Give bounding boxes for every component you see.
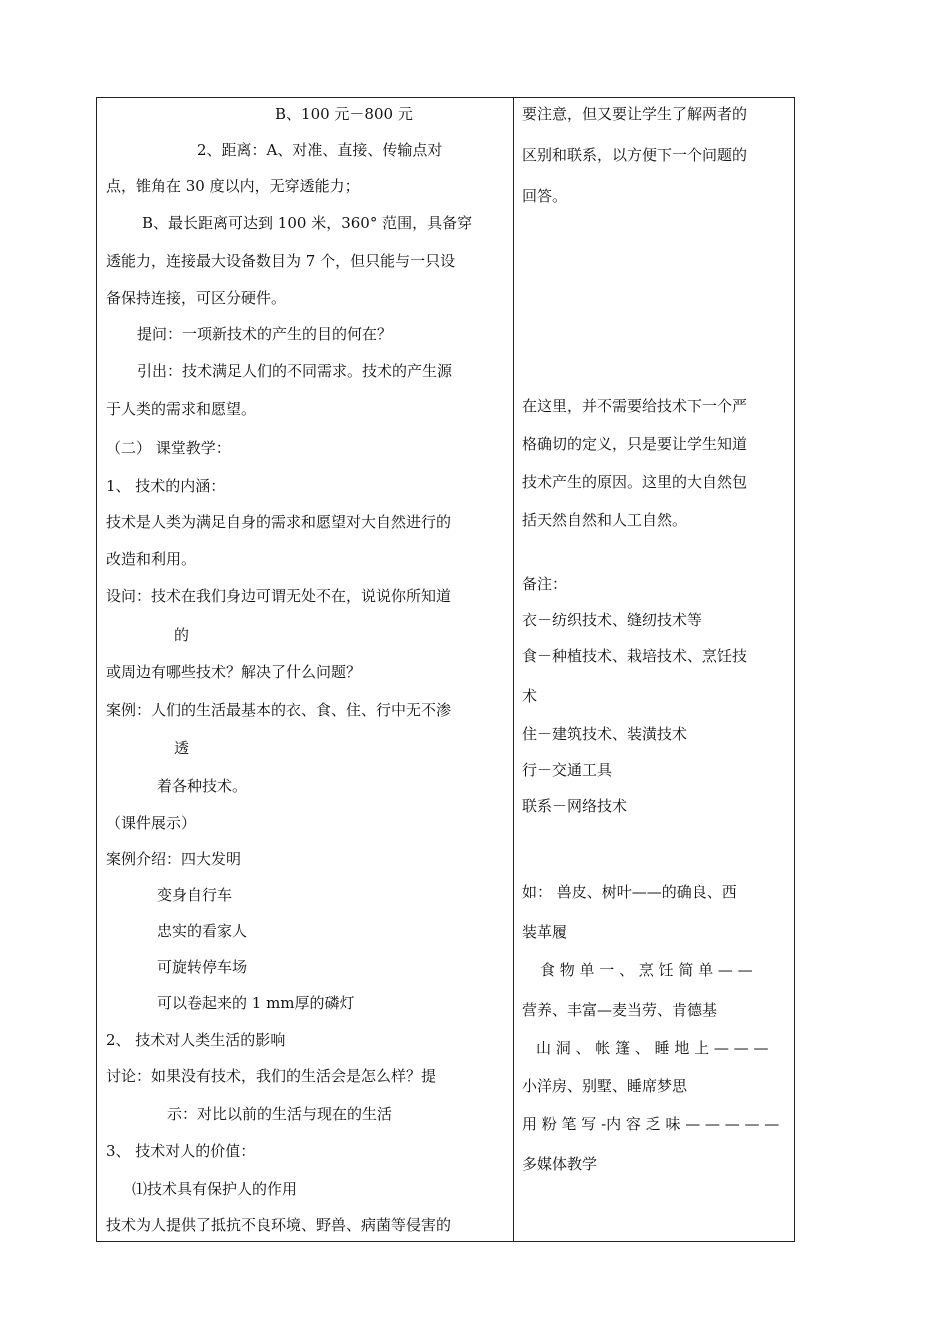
note-line: 山 洞 、 帐 篷 、 睡 地 上 — — —	[536, 1039, 769, 1057]
section-heading: 1、 技术的内涵：	[106, 477, 226, 495]
note-line: 要注意，但又要让学生了解两者的	[522, 105, 748, 123]
text-line: 的	[174, 626, 190, 644]
note-line: 区别和联系，以方便下一个问题的	[522, 146, 748, 164]
note-line: 衣－纺织技术、缝纫技术等	[522, 611, 703, 629]
text-line: 点，锥角在 30 度以内，无穿透能力；	[106, 177, 360, 195]
left-column	[97, 98, 513, 1241]
note-line: 回答。	[522, 187, 568, 205]
text-line: 透能力，连接最大设备数目为 7 个，但只能与一只设	[106, 252, 456, 270]
text-line: 着各种技术。	[157, 777, 248, 795]
list-item: 变身自行车	[157, 886, 233, 904]
text-line: 引出：技术满足人们的不同需求。技术的产生源	[137, 362, 453, 380]
text-line: 案例介绍：四大发明	[106, 850, 242, 868]
text-line: 备保持连接，可区分硬件。	[106, 289, 287, 307]
text-line: 案例：人们的生活最基本的衣、食、住、行中无不渗	[106, 701, 452, 719]
list-item: 可以卷起来的 1 mm厚的磷灯	[157, 994, 355, 1012]
lesson-table	[96, 97, 795, 1242]
text-line: 提问：一项新技术的产生的目的何在？	[137, 325, 393, 343]
text-line: 示：对比以前的生活与现在的生活	[167, 1105, 393, 1123]
list-item: 可旋转停车场	[157, 958, 248, 976]
text-line: 于人类的需求和愿望。	[106, 400, 257, 418]
note-line: 装革履	[522, 923, 568, 941]
note-line: 术	[522, 687, 538, 705]
text-line: 设问：技术在我们身边可谓无处不在，说说你所知道	[106, 587, 452, 605]
note-line: 多媒体教学	[522, 1155, 598, 1173]
text-line: B、最长距离可达到 100 米，360° 范围，具备穿	[142, 214, 473, 232]
note-line: 小洋房、别墅、睡席梦思	[522, 1077, 688, 1095]
note-heading: 备注：	[522, 575, 568, 593]
text-line: 或周边有哪些技术？解决了什么问题？	[106, 663, 362, 681]
text-line: 透	[174, 739, 190, 757]
list-item: 忠实的看家人	[157, 922, 248, 940]
text-line: 技术是人类为满足自身的需求和愿望对大自然进行的	[106, 513, 452, 531]
section-heading: 3、 技术对人的价值：	[106, 1142, 256, 1160]
text-line: B、100 元－800 元	[275, 105, 413, 123]
note-line: 括天然自然和人工自然。	[522, 511, 688, 529]
note-line: 用 粉 笔 写 -内 容 乏 味 — — — — —	[522, 1115, 780, 1133]
note-line: 住－建筑技术、装潢技术	[522, 725, 688, 743]
note-line: 联系－网络技术	[522, 797, 628, 815]
note-line: 行－交通工具	[522, 761, 613, 779]
section-heading: 2、 技术对人类生活的影响	[106, 1031, 286, 1049]
text-line: 2、距离：A、对准、直接、传输点对	[197, 141, 443, 159]
note-line: 如： 兽皮、树叶——的确良、西	[522, 883, 737, 901]
text-line: 讨论：如果没有技术，我们的生活会是怎么样？提	[106, 1067, 437, 1085]
right-column	[514, 98, 794, 1241]
note-line: 在这里，并不需要给技术下一个严	[522, 397, 748, 415]
note-line: 格确切的定义，只是要让学生知道	[522, 435, 748, 453]
note-line: 营养、丰富—麦当劳、肯德基	[522, 1001, 718, 1019]
note-line: 食 物 单 一 、 烹 饪 简 单 — —	[540, 961, 753, 979]
text-line: 技术为人提供了抵抗不良环境、野兽、病菌等侵害的	[106, 1216, 452, 1234]
note-line: 食－种植技术、栽培技术、烹饪技	[522, 647, 748, 665]
text-line: （课件展示）	[106, 814, 197, 832]
section-heading: （二） 课堂教学：	[106, 439, 231, 457]
text-line: 改造和利用。	[106, 550, 197, 568]
text-line: ⑴技术具有保护人的作用	[132, 1180, 298, 1198]
note-line: 技术产生的原因。这里的大自然包	[522, 473, 748, 491]
